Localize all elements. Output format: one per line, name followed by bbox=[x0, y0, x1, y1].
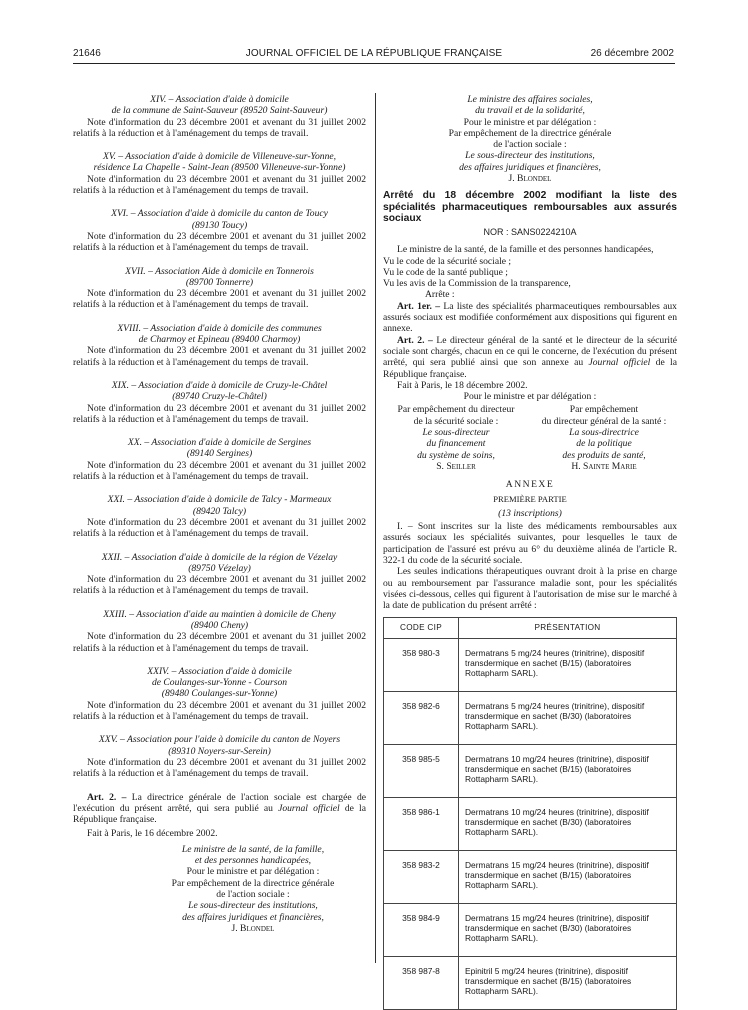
article-label: Art. 2. – bbox=[87, 791, 127, 803]
table-row bbox=[384, 639, 677, 692]
sig-head: Par empêchement du directeur général de la santé : bbox=[541, 404, 667, 427]
section-note: Note d'information du 23 décembre 2001 et avenant du 31 juillet 2002 relatifs à la réduction et à l'aménagement du temps de travail. bbox=[73, 173, 366, 197]
article-label: Art. 1er. – bbox=[397, 300, 441, 312]
sig-empechement: Par empêchement de la directrice générale de l'action sociale : bbox=[171, 877, 335, 900]
journal-ref: Journal officiel bbox=[278, 802, 340, 814]
sig-head: Par empêchement du directeur de la sécurité sociale : bbox=[397, 404, 515, 427]
article-text-end: de la République française. bbox=[73, 802, 366, 826]
association-section bbox=[73, 208, 366, 253]
association-section bbox=[73, 734, 366, 779]
nor-reference: NOR : SANS0224210A bbox=[483, 226, 577, 237]
cip-table bbox=[383, 617, 677, 1010]
table-header-row bbox=[384, 618, 677, 639]
section-title: XVI. – Association d'aide à domicile du canton de Toucy bbox=[111, 208, 328, 220]
column-divider bbox=[375, 93, 376, 963]
section-subtitle: (89310 Noyers-sur-Serein) bbox=[168, 745, 271, 757]
page-number: 21646 bbox=[73, 48, 101, 59]
association-section bbox=[73, 380, 366, 425]
section-title: XXIII. – Association d'aide au maintien à domicile de Cheny bbox=[103, 608, 336, 620]
section-subtitle: (89750 Vézelay) bbox=[188, 562, 251, 574]
section-title: XXIV. – Association d'aide à domicile bbox=[147, 665, 292, 677]
sig-name: H. Sainte Marie bbox=[571, 460, 637, 472]
association-section bbox=[73, 266, 366, 311]
vu-3: Vu les avis de la Commission de la transparence, bbox=[383, 278, 571, 290]
section-subtitle: résidence La Chapelle - Saint-Jean (89500 Villeneuve-sur-Yonne) bbox=[93, 162, 346, 174]
section-subtitle: (89700 Tonnerre) bbox=[185, 276, 254, 288]
arrete-word: Arrête : bbox=[425, 289, 455, 301]
section-title: XX. – Association d'aide à domicile de Sergines bbox=[127, 437, 312, 449]
table-row bbox=[384, 957, 677, 1010]
cip-code: 358 987-8 bbox=[384, 957, 459, 1010]
section-note: Note d'information du 23 décembre 2001 et avenant du 31 juillet 2002 relatifs à la réduction et à l'aménagement du temps de travail. bbox=[73, 516, 366, 540]
section-title: XVII. – Association Aide à domicile en Tonnerois bbox=[125, 265, 314, 277]
section-subtitle: (89740 Cruzy-le-Châtel) bbox=[172, 391, 267, 403]
left-article-2 bbox=[73, 792, 366, 826]
section-subtitle: (89140 Sergines) bbox=[186, 448, 253, 460]
table-body bbox=[384, 639, 677, 1010]
signature-right bbox=[531, 404, 677, 472]
arrete-intro: Le ministre de la santé, de la famille et des personnes handicapées, bbox=[397, 244, 654, 256]
cip-code: 358 980-3 bbox=[384, 639, 459, 692]
section-subtitle: de Charmoy et Epineau (89400 Charmoy) bbox=[138, 334, 301, 346]
association-section bbox=[73, 494, 366, 539]
arrete-title: Arrêté du 18 décembre 2002 modifiant la liste des spécialités pharmaceutiques remboursables aux assurés sociaux bbox=[383, 190, 677, 224]
sig-pour: Pour le ministre et par délégation : bbox=[186, 866, 320, 878]
presentation-text: Dermatrans 10 mg/24 heures (trinitrine), dispositif transdermique en sachet (B/30) (laboratoires Rottapharm SARL). bbox=[459, 798, 677, 851]
section-title: XXV. – Association pour l'aide à domicile du canton de Noyers bbox=[98, 734, 341, 746]
header-rule bbox=[73, 63, 675, 64]
sig-empechement: Par empêchement de la directrice générale de l'action sociale : bbox=[448, 127, 612, 151]
left-column bbox=[73, 94, 366, 934]
section-title: XXI. – Association d'aide à domicile de Talcy - Marmeaux bbox=[107, 494, 332, 506]
section-note: Note d'information du 23 décembre 2001 et avenant du 31 juillet 2002 relatifs à la réduction et à l'aménagement du temps de travail. bbox=[73, 756, 366, 780]
section-note: Note d'information du 23 décembre 2001 et avenant du 31 juillet 2002 relatifs à la réduction et à l'aménagement du temps de travail. bbox=[73, 345, 366, 368]
article-text: La liste des spécialités pharmaceutiques remboursables aux assurés sociaux est modifiée conformément aux dispositions qui figurent en annexe. bbox=[383, 300, 677, 335]
section-subtitle: (89130 Toucy) bbox=[191, 219, 248, 231]
article-label: Art. 2. – bbox=[397, 334, 433, 346]
section-note: Note d'information du 23 décembre 2001 et avenant du 31 juillet 2002 relatifs à la réduction et à l'aménagement du temps de travail. bbox=[73, 631, 366, 654]
sig-minister: Le ministre de la santé, de la famille, et des personnes handicapées, bbox=[181, 843, 325, 867]
dual-signature bbox=[383, 404, 677, 472]
section-note: Note d'information du 23 décembre 2001 et avenant du 31 juillet 2002 relatifs à la réduction et à l'aménagement du temps de travail. bbox=[73, 459, 366, 483]
sig-minister: Le ministre des affaires sociales, du travail et de la solidarité, bbox=[467, 94, 593, 117]
signature-left bbox=[383, 404, 529, 472]
cip-code: 358 985-5 bbox=[384, 745, 459, 798]
sig-pour: Pour le ministre et par délégation : bbox=[463, 116, 597, 128]
sig-name: S. Seiller bbox=[436, 460, 476, 472]
left-signature bbox=[153, 844, 353, 934]
section-note: Note d'information du 23 décembre 2001 et avenant du 31 juillet 2002 relatifs à la réduction et à l'aménagement du temps de travail. bbox=[73, 402, 366, 425]
cip-code: 358 982-6 bbox=[384, 692, 459, 745]
vu-1: Vu le code de la sécurité sociale ; bbox=[383, 255, 512, 267]
association-section bbox=[73, 94, 366, 139]
cip-code: 358 986-1 bbox=[384, 798, 459, 851]
sig-name: J. Blondel bbox=[508, 173, 552, 185]
cip-code: 358 983-2 bbox=[384, 851, 459, 904]
table-row bbox=[384, 692, 677, 745]
section-subtitle: (89400 Cheny) bbox=[190, 619, 249, 631]
article-1 bbox=[383, 301, 677, 335]
section-subtitle: de la commune de Saint-Sauveur (89520 Saint-Sauveur) bbox=[111, 105, 328, 117]
presentation-text: Dermatrans 5 mg/24 heures (trinitrine), dispositif transdermique en sachet (B/30) (laboratoires Rottapharm SARL). bbox=[459, 692, 677, 745]
sig-sousdirecteur: Le sous-directeur des institutions, des affaires juridiques et financières, bbox=[459, 150, 601, 173]
association-section bbox=[73, 666, 366, 722]
section-subtitle: (89420 Talcy) bbox=[192, 505, 247, 517]
section-note: Note d'information du 23 décembre 2001 et avenant du 31 juillet 2002 relatifs à la réduction et à l'aménagement du temps de travail. bbox=[73, 116, 366, 139]
table-row bbox=[384, 904, 677, 957]
article-2 bbox=[383, 335, 677, 380]
annexe-heading: ANNEXE bbox=[505, 479, 555, 491]
association-section bbox=[73, 552, 366, 597]
right-pour: Pour le ministre et par délégation : bbox=[463, 391, 597, 403]
presentation-text: Dermatrans 15 mg/24 heures (trinitrine), dispositif transdermique en sachet (B/30) (laboratoires Rottapharm SARL). bbox=[459, 904, 677, 957]
section-note: Note d'information du 23 décembre 2001 et avenant du 31 juillet 2002 relatifs à la réduction et à l'aménagement du temps de travail. bbox=[73, 699, 366, 723]
section-list bbox=[73, 94, 366, 780]
right-top-signature bbox=[383, 94, 677, 184]
vu-2: Vu le code de la santé publique ; bbox=[383, 266, 508, 278]
table-row bbox=[384, 851, 677, 904]
section-note: Note d'information du 23 décembre 2001 et avenant du 31 juillet 2002 relatifs à la réduction et à l'aménagement du temps de travail. bbox=[73, 574, 366, 597]
column-header-code: CODE CIP bbox=[384, 618, 459, 639]
section-subtitle: de Coulanges-sur-Yonne - Courson (89480 Coulanges-sur-Yonne) bbox=[151, 677, 288, 700]
inscriptions-count: (13 inscriptions) bbox=[498, 507, 562, 519]
article-text: Le directeur général de la santé et le directeur de la sécurité sociale sont chargés, chacun en ce qui le concerne, de l'exécution du présent arrêté, qui sera publié ainsi que son annexe au bbox=[383, 334, 677, 369]
presentation-text: Dermatrans 15 mg/24 heures (trinitrine), dispositif transdermique en sachet (B/15) (laboratoires Rottapharm SARL). bbox=[459, 851, 677, 904]
page-header bbox=[0, 48, 748, 64]
right-fait: Fait à Paris, le 18 décembre 2002. bbox=[397, 379, 528, 391]
annexe-para-2: Les seules indications thérapeutiques ouvrant droit à la prise en charge ou au remboursement par l'assurance maladie sont, pour les spécialités visées ci-dessous, celles qui figurent à l'autorisation de mise sur le marché à la date de publication du présent arrêté : bbox=[383, 566, 677, 612]
presentation-text: Dermatrans 5 mg/24 heures (trinitrine), dispositif transdermique en sachet (B/15) (laboratoires Rottapharm SARL). bbox=[459, 639, 677, 692]
left-fait: Fait à Paris, le 16 décembre 2002. bbox=[87, 828, 218, 840]
association-section bbox=[73, 609, 366, 654]
section-note: Note d'information du 23 décembre 2001 et avenant du 31 juillet 2002 relatifs à la réduction et à l'aménagement du temps de travail. bbox=[73, 230, 366, 254]
table-row bbox=[384, 745, 677, 798]
association-section bbox=[73, 151, 366, 196]
table-row bbox=[384, 798, 677, 851]
section-title: XVIII. – Association d'aide à domicile des communes bbox=[117, 322, 322, 334]
cip-code: 358 984-9 bbox=[384, 904, 459, 957]
association-section bbox=[73, 323, 366, 368]
sig-role: Le sous-directeur du financement du système de soins, bbox=[417, 427, 495, 461]
presentation-text: Dermatrans 10 mg/24 heures (trinitrine), dispositif transdermique en sachet (B/15) (laboratoires Rottapharm SARL). bbox=[459, 745, 677, 798]
section-title: XXII. – Association d'aide à domicile de la région de Vézelay bbox=[101, 551, 338, 563]
sig-sousdirecteur: Le sous-directeur des institutions, des affaires juridiques et financières, bbox=[182, 900, 324, 923]
section-title: XIX. – Association d'aide à domicile de Cruzy-le-Châtel bbox=[111, 379, 328, 391]
section-note: Note d'information du 23 décembre 2001 et avenant du 31 juillet 2002 relatifs à la réduction et à l'aménagement du temps de travail. bbox=[73, 288, 366, 311]
journal-ref: Journal officiel bbox=[588, 357, 651, 369]
section-title: XIV. – Association d'aide à domicile bbox=[150, 94, 289, 105]
journal-title: JOURNAL OFFICIEL DE LA RÉPUBLIQUE FRANÇAISE bbox=[245, 48, 503, 59]
article-text-end: de la République française. bbox=[383, 357, 677, 380]
association-section bbox=[73, 437, 366, 482]
issue-date: 26 décembre 2002 bbox=[590, 48, 674, 59]
presentation-text: Epinitril 5 mg/24 heures (trinitrine), dispositif transdermique en sachet (B/15) (laboratoires Rottapharm SARL). bbox=[459, 957, 677, 1010]
right-column bbox=[383, 94, 677, 1010]
article-text: La directrice générale de l'action sociale est chargée de l'exécution du présent arrêté, qui sera publié au bbox=[73, 791, 366, 814]
section-title: XV. – Association d'aide à domicile de Villeneuve-sur-Yonne, bbox=[102, 151, 337, 163]
annexe-para-1: I. – Sont inscrites sur la liste des médicaments remboursables aux assurés sociaux les spécialités suivantes, pour lesquelles le taux de participation de l'assuré est prévu au 6° du deuxième alinéa de l'article R. 322-1 du code de la sécurité sociale. bbox=[383, 521, 677, 566]
column-header-presentation: PRÉSENTATION bbox=[459, 618, 677, 639]
premiere-partie: PREMIÈRE PARTIE bbox=[493, 493, 567, 504]
sig-role: La sous-directrice de la politique des produits de santé, bbox=[562, 427, 646, 461]
sig-name: J. Blondel bbox=[231, 922, 275, 934]
